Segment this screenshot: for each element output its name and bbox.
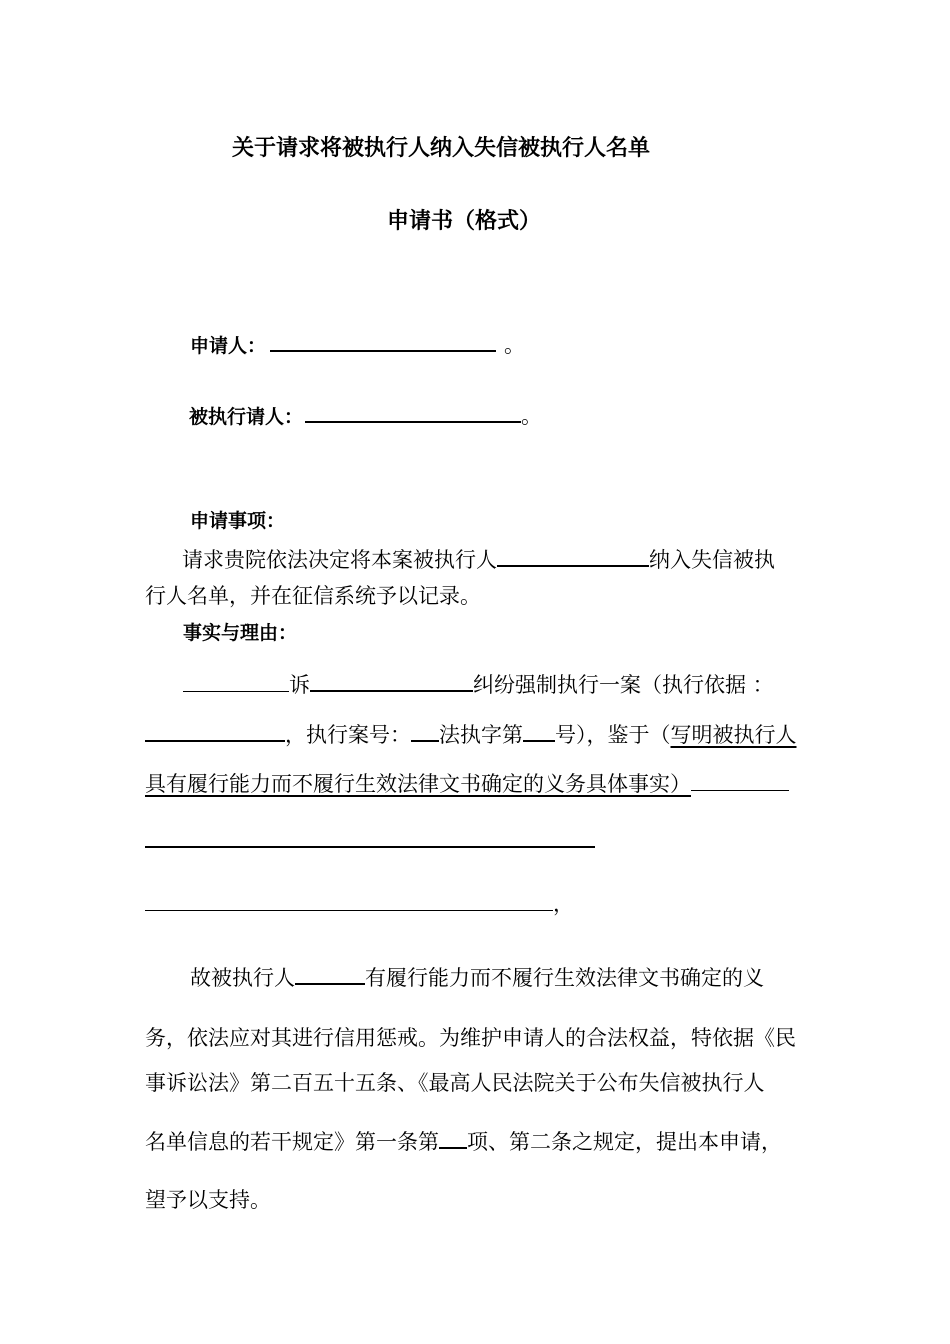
conclusion-line5: 望予以支持。	[145, 1188, 271, 1212]
facts-text-case-no: ，执行案号：	[285, 723, 411, 747]
respondent-end: 。	[521, 404, 543, 428]
facts-text-note: 写明被执行人	[670, 723, 797, 747]
facts-text-note-cont: 具有履行能力而不履行生效法律文书确定的义务具体事实）	[145, 772, 691, 796]
request-line1	[182, 545, 775, 574]
facts-text-hao: 号），鉴于（	[555, 723, 671, 747]
defendant-blank[interactable]	[310, 670, 473, 692]
facts-text-dispute: 纠纷强制执行一案（执行依据 ：	[473, 673, 774, 697]
conclusion-text-b: 有履行能力而不履行生效法律文书确定的义	[365, 966, 764, 990]
plaintiff-blank[interactable]	[183, 671, 289, 692]
conclusion-line1	[190, 963, 764, 992]
applicant-label: 申请人：	[190, 335, 267, 357]
request-line2: 行人名单，并在征信系统予以记录。	[145, 584, 481, 608]
conclusion-line2: 务，依法应对其进行信用惩戒。为维护申请人的合法权益，特依据《民	[145, 1026, 796, 1050]
conclusion-respondent-blank[interactable]	[295, 963, 365, 985]
conclusion-text-d: 项、第二条之规定，提出本申请，	[467, 1130, 782, 1154]
facts-line3	[145, 770, 789, 798]
respondent-blank[interactable]	[305, 401, 521, 423]
conclusion-text-c: 名单信息的若干规定》第一条第	[145, 1130, 439, 1154]
facts-line4	[145, 826, 595, 855]
document-title-line2: 申请书（格式）	[387, 209, 542, 234]
document-title-line1: 关于请求将被执行人纳入失信被执行人名单	[232, 136, 651, 161]
case-number-blank[interactable]	[523, 720, 555, 742]
respondent-field	[189, 401, 542, 431]
facts-detail-blank-1[interactable]	[691, 770, 789, 791]
request-text-b: 纳入失信被执	[649, 548, 775, 572]
facts-heading: 事实与理由：	[183, 622, 298, 644]
conclusion-line4	[145, 1127, 782, 1156]
facts-line1	[183, 670, 774, 699]
facts-text-su: 诉	[289, 673, 310, 697]
facts-text-zi: 法执字第	[439, 723, 523, 747]
case-year-blank[interactable]	[411, 720, 439, 742]
facts-detail-blank-3[interactable]	[145, 890, 553, 911]
basis-blank[interactable]	[145, 720, 285, 742]
conclusion-text-a: 故被执行人	[190, 966, 295, 990]
facts-line5	[145, 890, 574, 918]
facts-line5-end: ，	[553, 892, 574, 916]
request-text-a: 请求贵院依法决定将本案被执行人	[182, 548, 497, 572]
respondent-name-blank[interactable]	[497, 545, 649, 567]
respondent-label: 被执行请人：	[189, 406, 304, 428]
request-heading: 申请事项：	[190, 510, 286, 532]
applicant-blank[interactable]	[270, 330, 496, 352]
applicant-end: 。	[504, 333, 526, 357]
facts-detail-blank-2[interactable]	[145, 826, 595, 848]
applicant-field	[190, 330, 525, 360]
article-item-blank[interactable]	[439, 1127, 467, 1149]
facts-line2	[145, 720, 797, 749]
conclusion-line3: 事诉讼法》第二百五十五条、《最高人民法院关于公布失信被执行人	[145, 1071, 765, 1095]
